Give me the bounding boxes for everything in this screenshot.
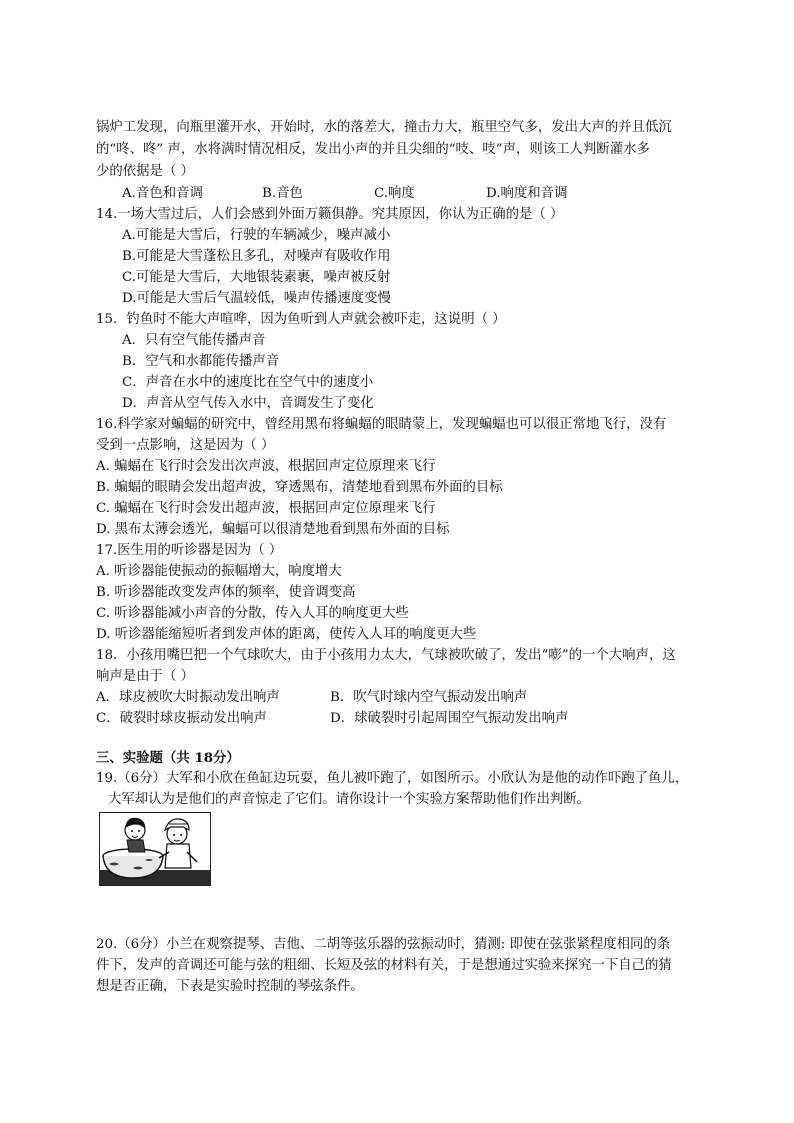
q15-option-c: C．声音在水中的速度比在空气中的速度小 <box>122 375 374 390</box>
q17-option-a: A. 听诊器能使振动的振幅增大，响度增大 <box>96 564 342 579</box>
q18-option-d: D．球破裂时引起周围空气振动发出响声 <box>330 711 569 726</box>
q16-option-c: C. 蝙蝠在飞行时会发出超声波，根据回声定位原理来飞行 <box>96 501 436 516</box>
q16-option-a: A. 蝙蝠在飞行时会发出次声波，根据回声定位原理来飞行 <box>96 459 436 474</box>
q13-option-c: C.响度 <box>374 186 415 201</box>
q14-option-c: C.可能是大雪后，大地银装素裹，噪声被反射 <box>122 270 391 285</box>
q17-option-d: D. 听诊器能缩短听者到发声体的距离，使传入人耳的响度更大些 <box>96 627 477 642</box>
q13-option-d: D.响度和音调 <box>486 186 568 201</box>
q17-option-c: C. 听诊器能减小声音的分散，传入人耳的响度更大些 <box>96 606 409 621</box>
q18-option-a: A．球皮被吹大时振动发出响声 <box>96 690 280 705</box>
q19-line-2: 大军却认为是他们的声音惊走了它们。请你设计一个实验方案帮助他们作出判断。 <box>108 792 591 807</box>
q14-option-a: A.可能是大雪后，行驶的车辆减少，噪声减小 <box>122 228 391 243</box>
q17-stem: 17.医生用的听诊器是因为（ ） <box>96 543 283 558</box>
q14-option-d: D.可能是大雪后气温较低，噪声传播速度变慢 <box>122 291 391 306</box>
q13-line-2: 的“咚、咚” 声，水将满时情况相反，发出小声的并且尖细的“吱、吱”声，则该工人判断灌水多 <box>96 142 650 157</box>
q14-stem: 14.一场大雪过后，人们会感到外面万籁俱静。究其原因，你认为正确的是（ ） <box>96 207 564 222</box>
q16-line-1: 16.科学家对蝙蝠的研究中，曾经用黑布将蝙蝠的眼睛蒙上，发现蝙蝠也可以很正常地飞行，没有 <box>96 417 667 432</box>
q13-line-1: 锅炉工发现，向瓶里灌开水，开始时，水的落差大，撞击力大，瓶里空气多，发出大声的并且低沉 <box>96 120 672 135</box>
q16-option-b: B. 蝙蝠的眼睛会发出超声波，穿透黑布，清楚地看到黑布外面的目标 <box>96 480 503 495</box>
q13-option-a: A.音色和音调 <box>122 186 203 201</box>
q16-option-d: D. 黑布太薄会透光，蝙蝠可以很清楚地看到黑布外面的目标 <box>96 522 450 537</box>
q15-stem: 15．钓鱼时不能大声喧哗，因为鱼听到人声就会被吓走，这说明（ ） <box>96 312 506 327</box>
q19-line-1: 19.（6分）大军和小欣在鱼缸边玩耍，鱼儿被吓跑了，如图所示。小欣认为是他的动作吓跑了鱼儿， <box>96 771 689 786</box>
q15-option-b: B．空气和水都能传播声音 <box>122 354 280 369</box>
fish-tank-illustration <box>99 812 211 886</box>
q15-option-d: D．声音从空气传入水中，音调发生了变化 <box>122 396 374 411</box>
q20-line-2: 件下，发声的音调还可能与弦的粗细、长短及弦的材料有关，于是想通过实验来探究一下自己的猜 <box>96 958 672 973</box>
q18-option-b: B．吹气时球内空气振动发出响声 <box>330 690 528 705</box>
q18-line-1: 18．小孩用嘴巴把一个气球吹大，由于小孩用力太大，气球被吹破了，发出“嘭”的一个大响声，这 <box>96 648 676 663</box>
q14-option-b: B.可能是大雪蓬松且多孔，对噪声有吸收作用 <box>122 249 391 264</box>
q13-option-b: B.音色 <box>262 186 303 201</box>
q18-line-2: 响声是由于（ ） <box>96 669 194 684</box>
q20-line-1: 20.（6分）小兰在观察提琴、吉他、二胡等弦乐器的弦振动时，猜测: 即使在弦张紧程度相同的条 <box>96 937 671 952</box>
q16-line-2: 受到一点影响，这是因为（ ） <box>96 438 275 453</box>
q18-option-c: C．破裂时球皮振动发出响声 <box>96 711 267 726</box>
q20-line-3: 想是否正确，下表是实验时控制的琴弦条件。 <box>96 979 364 994</box>
section-title: 三、实验题（共 18分） <box>96 750 240 766</box>
q15-option-a: A．只有空气能传播声音 <box>122 333 266 348</box>
q13-line-3: 少的依据是（ ） <box>96 164 194 179</box>
q17-option-b: B. 听诊器能改变发声体的频率，使音调变高 <box>96 585 356 600</box>
